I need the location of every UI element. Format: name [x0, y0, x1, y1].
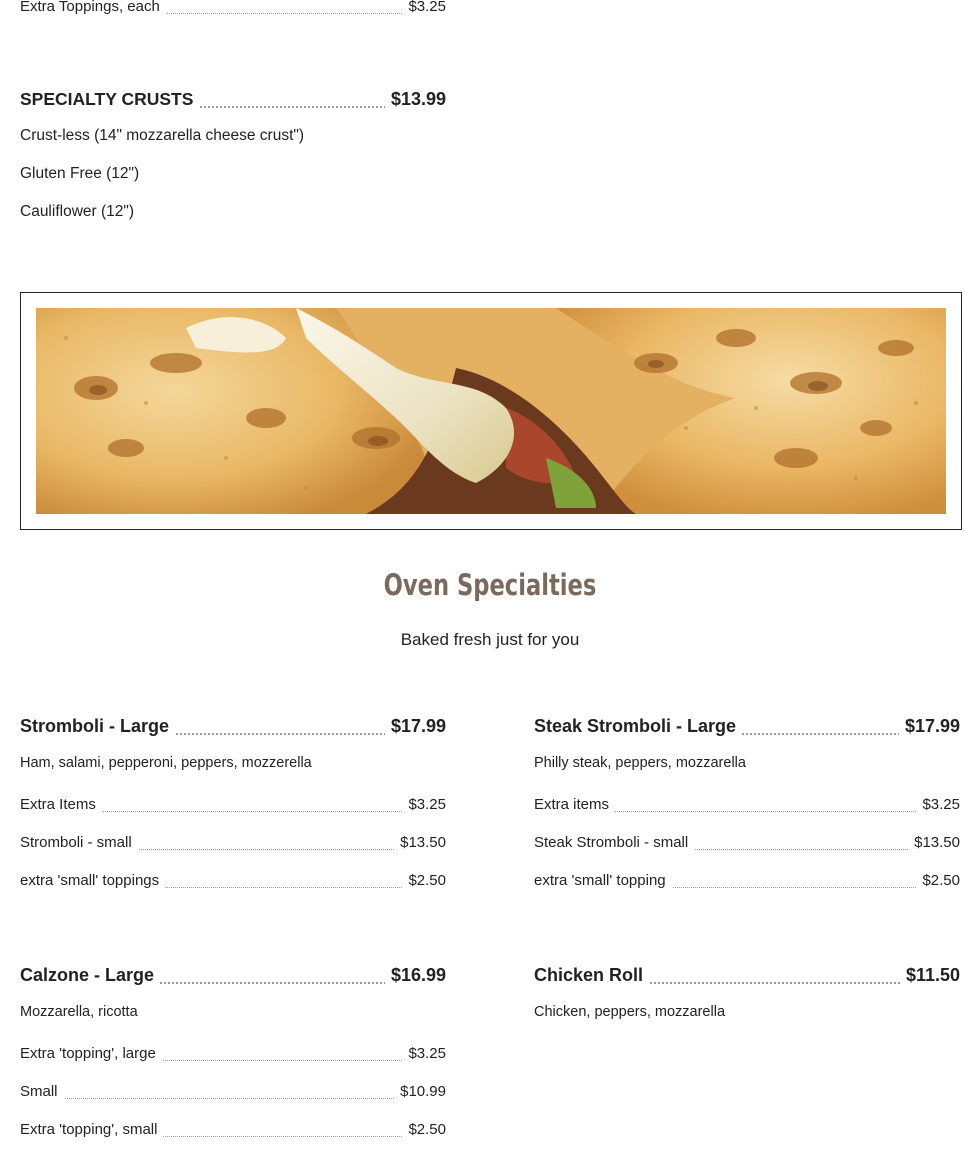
crust-option: Gluten Free (12")	[20, 165, 140, 182]
item-price: $16.99	[385, 964, 446, 986]
option-row	[20, 1083, 446, 1107]
option-name: extra 'small' toppings	[20, 872, 165, 890]
option-name: Small	[20, 1083, 64, 1101]
banner-frame	[20, 292, 962, 530]
stromboli-large-header	[20, 715, 446, 739]
option-price: $3.25	[402, 796, 446, 814]
option-price: $13.50	[908, 834, 960, 852]
option-row	[20, 796, 446, 820]
item-description: Philly steak, peppers, mozzarella	[534, 755, 746, 771]
chicken-roll-header	[534, 964, 960, 988]
section-title: Oven Specialties	[383, 568, 597, 602]
item-price: $3.25	[402, 0, 446, 16]
item-price: $17.99	[899, 715, 960, 737]
item-price: $11.50	[900, 964, 960, 986]
option-price: $2.50	[916, 872, 960, 890]
extra-toppings-each-row	[20, 0, 446, 22]
option-row	[534, 872, 960, 896]
dotted-leader	[20, 1082, 446, 1099]
specialty-crusts-header	[20, 88, 446, 112]
option-row	[534, 796, 960, 820]
option-name: Extra 'topping', small	[20, 1121, 163, 1139]
option-row	[20, 872, 446, 896]
section-name: SPECIALTY CRUSTS	[20, 88, 199, 110]
crust-option: Crust-less (14" mozzarella cheese crust")	[20, 127, 305, 144]
section-subtitle: Baked fresh just for you	[400, 630, 580, 649]
item-name: Extra Toppings, each	[20, 0, 166, 16]
item-description: Ham, salami, pepperoni, peppers, mozzerella	[20, 755, 312, 771]
item-price: $17.99	[385, 715, 446, 737]
option-row	[534, 834, 960, 858]
option-price: $3.25	[916, 796, 960, 814]
option-row	[20, 834, 446, 858]
calzone-large-header	[20, 964, 446, 988]
section-price: $13.99	[385, 88, 446, 110]
option-name: Stromboli - small	[20, 834, 138, 852]
option-name: Extra items	[534, 796, 615, 814]
option-name: Extra 'topping', large	[20, 1045, 162, 1063]
option-price: $13.50	[394, 834, 446, 852]
option-price: $2.50	[402, 872, 446, 890]
option-price: $3.25	[402, 1045, 446, 1063]
item-title: Chicken Roll	[534, 964, 649, 986]
calzone-photo	[36, 308, 946, 514]
option-row	[20, 1121, 446, 1145]
item-title: Calzone - Large	[20, 964, 160, 986]
steak-stromboli-large-header	[534, 715, 960, 739]
option-row	[20, 1045, 446, 1069]
option-name: extra 'small' topping	[534, 872, 672, 890]
item-title: Stromboli - Large	[20, 715, 175, 737]
crust-option: Cauliflower (12")	[20, 203, 135, 220]
option-name: Extra Items	[20, 796, 102, 814]
option-name: Steak Stromboli - small	[534, 834, 694, 852]
item-description: Mozzarella, ricotta	[20, 1004, 138, 1020]
item-description: Chicken, peppers, mozzarella	[534, 1004, 726, 1020]
option-price: $2.50	[402, 1121, 446, 1139]
item-title: Steak Stromboli - Large	[534, 715, 742, 737]
option-price: $10.99	[394, 1083, 446, 1101]
